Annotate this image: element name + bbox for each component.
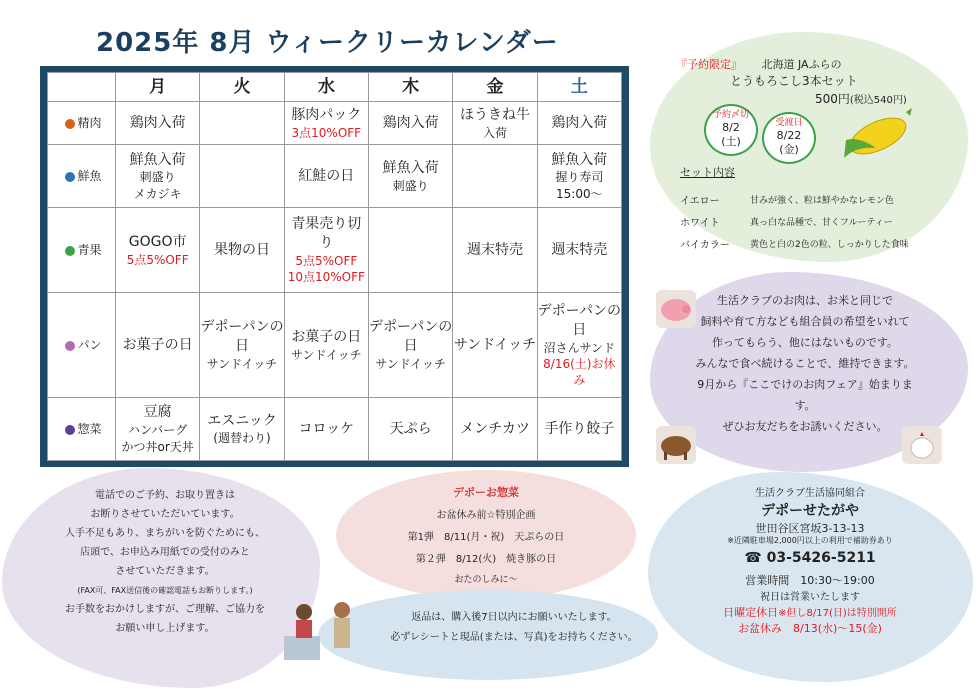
cell-line: 鶏肉入荷 bbox=[382, 114, 439, 131]
cell-line: 天ぷら bbox=[389, 420, 432, 437]
returns-line: 必ずレシートと現品(または、写真)をお持ちください。 bbox=[390, 632, 638, 643]
cashier-illustration bbox=[282, 596, 362, 666]
calendar-cell bbox=[284, 398, 368, 461]
promo-region: 北海道 JAふらの bbox=[761, 58, 842, 71]
meat-msg-line: 作ってもらう、他にはないものです。 bbox=[711, 336, 899, 349]
category-cell bbox=[48, 293, 116, 398]
calendar-row bbox=[48, 293, 622, 398]
category-dot-icon bbox=[65, 172, 75, 182]
calendar-cell bbox=[284, 208, 368, 293]
delivery-label: 受渡日 bbox=[775, 118, 803, 128]
cell-line: デポーパンの日 bbox=[537, 303, 621, 339]
calendar-cell bbox=[368, 208, 452, 293]
promo-price-tax: (税込540円) bbox=[849, 95, 907, 106]
calendar-cell bbox=[284, 293, 368, 398]
promo-product: とうもろこし3本セット bbox=[730, 74, 858, 88]
calendar-cell bbox=[368, 145, 452, 208]
category-dot-icon bbox=[65, 119, 75, 129]
set-title: セット内容 bbox=[680, 166, 735, 179]
store-parking: ※近隣駐車場2,000円以上の利用で補助券あり bbox=[727, 536, 893, 545]
set-item-name: バイカラー bbox=[680, 239, 730, 251]
deli-closing: おたのしみに～ bbox=[454, 575, 518, 585]
phone-notice bbox=[40, 486, 290, 638]
deli-title: デポーお惣菜 bbox=[453, 486, 519, 499]
phone-notice-line: お願い申し上げます。 bbox=[115, 623, 215, 634]
cell-line: メカジキ bbox=[133, 186, 182, 201]
deli-first: 第1弾 8/11(月・祝) 天ぷらの日 bbox=[407, 532, 565, 543]
category-cell bbox=[48, 145, 116, 208]
day-header: 金 bbox=[453, 73, 537, 102]
phone-notice-line: お手数をおかけしますが、ご理解、ご協力を bbox=[65, 604, 265, 615]
cell-line: 15:00～ bbox=[556, 186, 603, 201]
set-items bbox=[680, 188, 950, 254]
set-item-name: イエロー bbox=[680, 195, 720, 207]
calendar-cell bbox=[200, 398, 284, 461]
calendar-cell bbox=[453, 145, 537, 208]
cell-line: 鮮魚入荷 bbox=[551, 151, 608, 168]
calendar-cell bbox=[537, 145, 621, 208]
store-name: デポーせたがや bbox=[761, 503, 859, 519]
cell-line: 刺盛り bbox=[139, 170, 176, 185]
cell-line: コロッケ bbox=[298, 420, 355, 437]
calendar-cell bbox=[453, 398, 537, 461]
calendar-cell bbox=[116, 102, 200, 145]
calendar-cell bbox=[200, 145, 284, 208]
calendar-grid bbox=[47, 72, 622, 461]
cell-line: お菓子の日 bbox=[291, 328, 362, 345]
calendar-cell bbox=[537, 102, 621, 145]
returns-line: 返品は、購入後7日以内にお願いいたします。 bbox=[411, 612, 617, 623]
cell-line: ほうきね牛 bbox=[459, 106, 530, 123]
meat-msg-line: 9月から『ここでけのお肉フェア』始まります。 bbox=[697, 378, 913, 412]
calendar-cell bbox=[200, 208, 284, 293]
calendar-cell bbox=[284, 102, 368, 145]
day-header: 火 bbox=[200, 73, 284, 102]
cell-line: 握り寿司 bbox=[555, 170, 604, 185]
phone-notice-line: 店頭で、お申込み用紙での受付のみと bbox=[80, 547, 250, 558]
category-dot-icon bbox=[65, 341, 75, 351]
cell-line: ハンバーグ bbox=[128, 423, 188, 438]
calendar-cell bbox=[453, 208, 537, 293]
category-cell bbox=[48, 102, 116, 145]
store-address: 世田谷区宮坂3-13-13 bbox=[755, 522, 865, 535]
calendar-cell bbox=[453, 293, 537, 398]
cell-line: お菓子の日 bbox=[122, 336, 193, 353]
category-label: パン bbox=[77, 338, 102, 353]
cell-line: サンドイッチ bbox=[375, 357, 446, 372]
calendar-cell bbox=[200, 102, 284, 145]
calendar-cell bbox=[537, 398, 621, 461]
calendar-row bbox=[48, 145, 622, 208]
category-label: 精肉 bbox=[77, 116, 102, 131]
deadline-badge bbox=[704, 104, 758, 156]
store-holiday: 祝日は営業いたします bbox=[760, 592, 860, 603]
corn-icon bbox=[836, 106, 916, 170]
cell-line: 沼さんサンド bbox=[543, 340, 616, 355]
cell-line: 鮮魚入荷 bbox=[382, 159, 439, 176]
cell-line: 手作り餃子 bbox=[544, 420, 615, 437]
deadline-day: (土) bbox=[721, 135, 741, 148]
deadline-label: 予約〆切 bbox=[712, 110, 749, 120]
delivery-badge bbox=[762, 112, 816, 164]
page-title: 2025年 8月 ウィークリーカレンダー bbox=[96, 28, 559, 58]
cell-line: 鮮魚入荷 bbox=[129, 151, 186, 168]
day-header: 土 bbox=[537, 73, 621, 102]
meat-msg-line: ぜひお友だちをお誘いください。 bbox=[722, 420, 888, 433]
cell-line: 5点5%OFF bbox=[126, 252, 189, 267]
set-item bbox=[680, 232, 950, 254]
calendar-row bbox=[48, 398, 622, 461]
phone-notice-line: 電話でのご予約、お取り置きは bbox=[95, 490, 235, 501]
cell-line: 鶏肉入荷 bbox=[129, 114, 186, 131]
calendar-cell bbox=[368, 102, 452, 145]
returns-notice bbox=[372, 608, 656, 648]
phone-notice-line: させていただきます。 bbox=[115, 566, 215, 577]
calendar-cell bbox=[116, 208, 200, 293]
cell-line: 果物の日 bbox=[213, 241, 270, 258]
set-item-name: ホワイト bbox=[680, 217, 720, 229]
promo-tag: 『予約限定』 bbox=[676, 58, 742, 71]
category-dot-icon bbox=[65, 425, 75, 435]
promo-price: 500円 bbox=[815, 92, 850, 106]
cell-line: 8/16(土)お休み bbox=[543, 357, 616, 388]
calendar-cell bbox=[116, 398, 200, 461]
cell-line: (週替わり) bbox=[213, 431, 271, 446]
cell-line: 紅鮭の日 bbox=[298, 167, 355, 184]
phone-notice-line: (FAX可、FAX送信後の確認電話もお断りします。) bbox=[77, 586, 253, 595]
store-org: 生活クラブ生活協同組合 bbox=[755, 488, 865, 499]
category-label: 鮮魚 bbox=[77, 169, 102, 184]
calendar-cell bbox=[368, 293, 452, 398]
store-phone: 03-5426-5211 bbox=[766, 550, 876, 566]
cell-line: メンチカツ bbox=[460, 420, 530, 437]
calendar-cell bbox=[537, 293, 621, 398]
weekly-calendar bbox=[40, 66, 629, 467]
cell-line: 3点10%OFF bbox=[291, 125, 362, 140]
calendar-cell bbox=[368, 398, 452, 461]
store-closed-note: ※但し8/17(日)は特別開所 bbox=[778, 608, 897, 619]
cell-line: 豆腐 bbox=[143, 404, 172, 421]
meat-message bbox=[690, 290, 920, 437]
store-closed: 日曜定休日 bbox=[723, 606, 779, 619]
day-header: 水 bbox=[284, 73, 368, 102]
category-label: 青果 bbox=[77, 243, 102, 258]
cell-line: サンドイッチ bbox=[291, 347, 362, 362]
set-item-desc: 黄色と白の2色の粒、しっかりした食味 bbox=[750, 239, 909, 250]
phone-notice-line: 人手不足もあり、まちがいを防ぐためにも、 bbox=[65, 528, 265, 539]
category-dot-icon bbox=[65, 246, 75, 256]
delivery-date: 8/22 bbox=[776, 129, 802, 143]
calendar-cell bbox=[200, 293, 284, 398]
deadline-date: 8/2 bbox=[722, 121, 740, 135]
calendar-cell bbox=[116, 293, 200, 398]
cell-line: デポーパンの日 bbox=[368, 319, 453, 355]
corner-cell bbox=[48, 73, 116, 102]
set-item bbox=[680, 210, 950, 232]
calendar-row bbox=[48, 208, 622, 293]
calendar-cell bbox=[284, 145, 368, 208]
cell-line: 週末特売 bbox=[466, 241, 523, 258]
meat-msg-line: 飼料や育て方なども組合員の希望をいれて bbox=[700, 315, 910, 328]
phone-icon: ☎ bbox=[744, 550, 762, 566]
cell-line: サンドイッチ bbox=[453, 336, 537, 353]
day-header: 月 bbox=[116, 73, 200, 102]
calendar-row bbox=[48, 102, 622, 145]
deli-second: 第２弾 8/12(火) 焼き豚の日 bbox=[415, 554, 557, 565]
store-hours: 営業時間 10:30～19:00 bbox=[745, 574, 875, 587]
cell-line: GOGO市 bbox=[128, 233, 187, 250]
cell-line: 豚肉パック bbox=[291, 106, 362, 123]
day-header: 木 bbox=[368, 73, 452, 102]
store-obon: お盆休み 8/13(水)～15(金) bbox=[738, 622, 882, 635]
phone-notice-line: お断りさせていただいています。 bbox=[90, 509, 240, 520]
cell-line: デポーパンの日 bbox=[200, 319, 284, 355]
cell-line: 入荷 bbox=[482, 125, 507, 140]
deli-sub: お盆休み前☆特別企画 bbox=[436, 510, 536, 521]
cell-line: 5点5%OFF bbox=[295, 253, 358, 268]
meat-msg-line: 生活クラブのお肉は、お米と同じで bbox=[717, 294, 893, 307]
meat-msg-line: みんなで食べ続けることで、維持できます。 bbox=[695, 357, 915, 370]
calendar-cell bbox=[453, 102, 537, 145]
set-item bbox=[680, 188, 950, 210]
category-label: 惣菜 bbox=[77, 422, 102, 437]
set-item-desc: 甘みが強く、粒は鮮やかなレモン色 bbox=[750, 195, 894, 206]
calendar-cell bbox=[116, 145, 200, 208]
cell-line: エスニック bbox=[207, 412, 277, 429]
category-cell bbox=[48, 208, 116, 293]
delivery-day: (金) bbox=[779, 143, 799, 156]
cell-line: 青果売り切り bbox=[291, 216, 362, 252]
calendar-cell bbox=[537, 208, 621, 293]
cell-line: 鶏肉入荷 bbox=[551, 114, 608, 131]
set-item-desc: 真っ白な品種で、甘くフルーティー bbox=[750, 217, 893, 228]
cell-line: かつ丼or天丼 bbox=[121, 439, 194, 454]
category-cell bbox=[48, 398, 116, 461]
cell-line: 刺盛り bbox=[392, 178, 429, 193]
cell-line: サンドイッチ bbox=[206, 357, 278, 372]
cell-line: 週末特売 bbox=[551, 241, 608, 258]
cell-line: 10点10%OFF bbox=[287, 270, 365, 285]
